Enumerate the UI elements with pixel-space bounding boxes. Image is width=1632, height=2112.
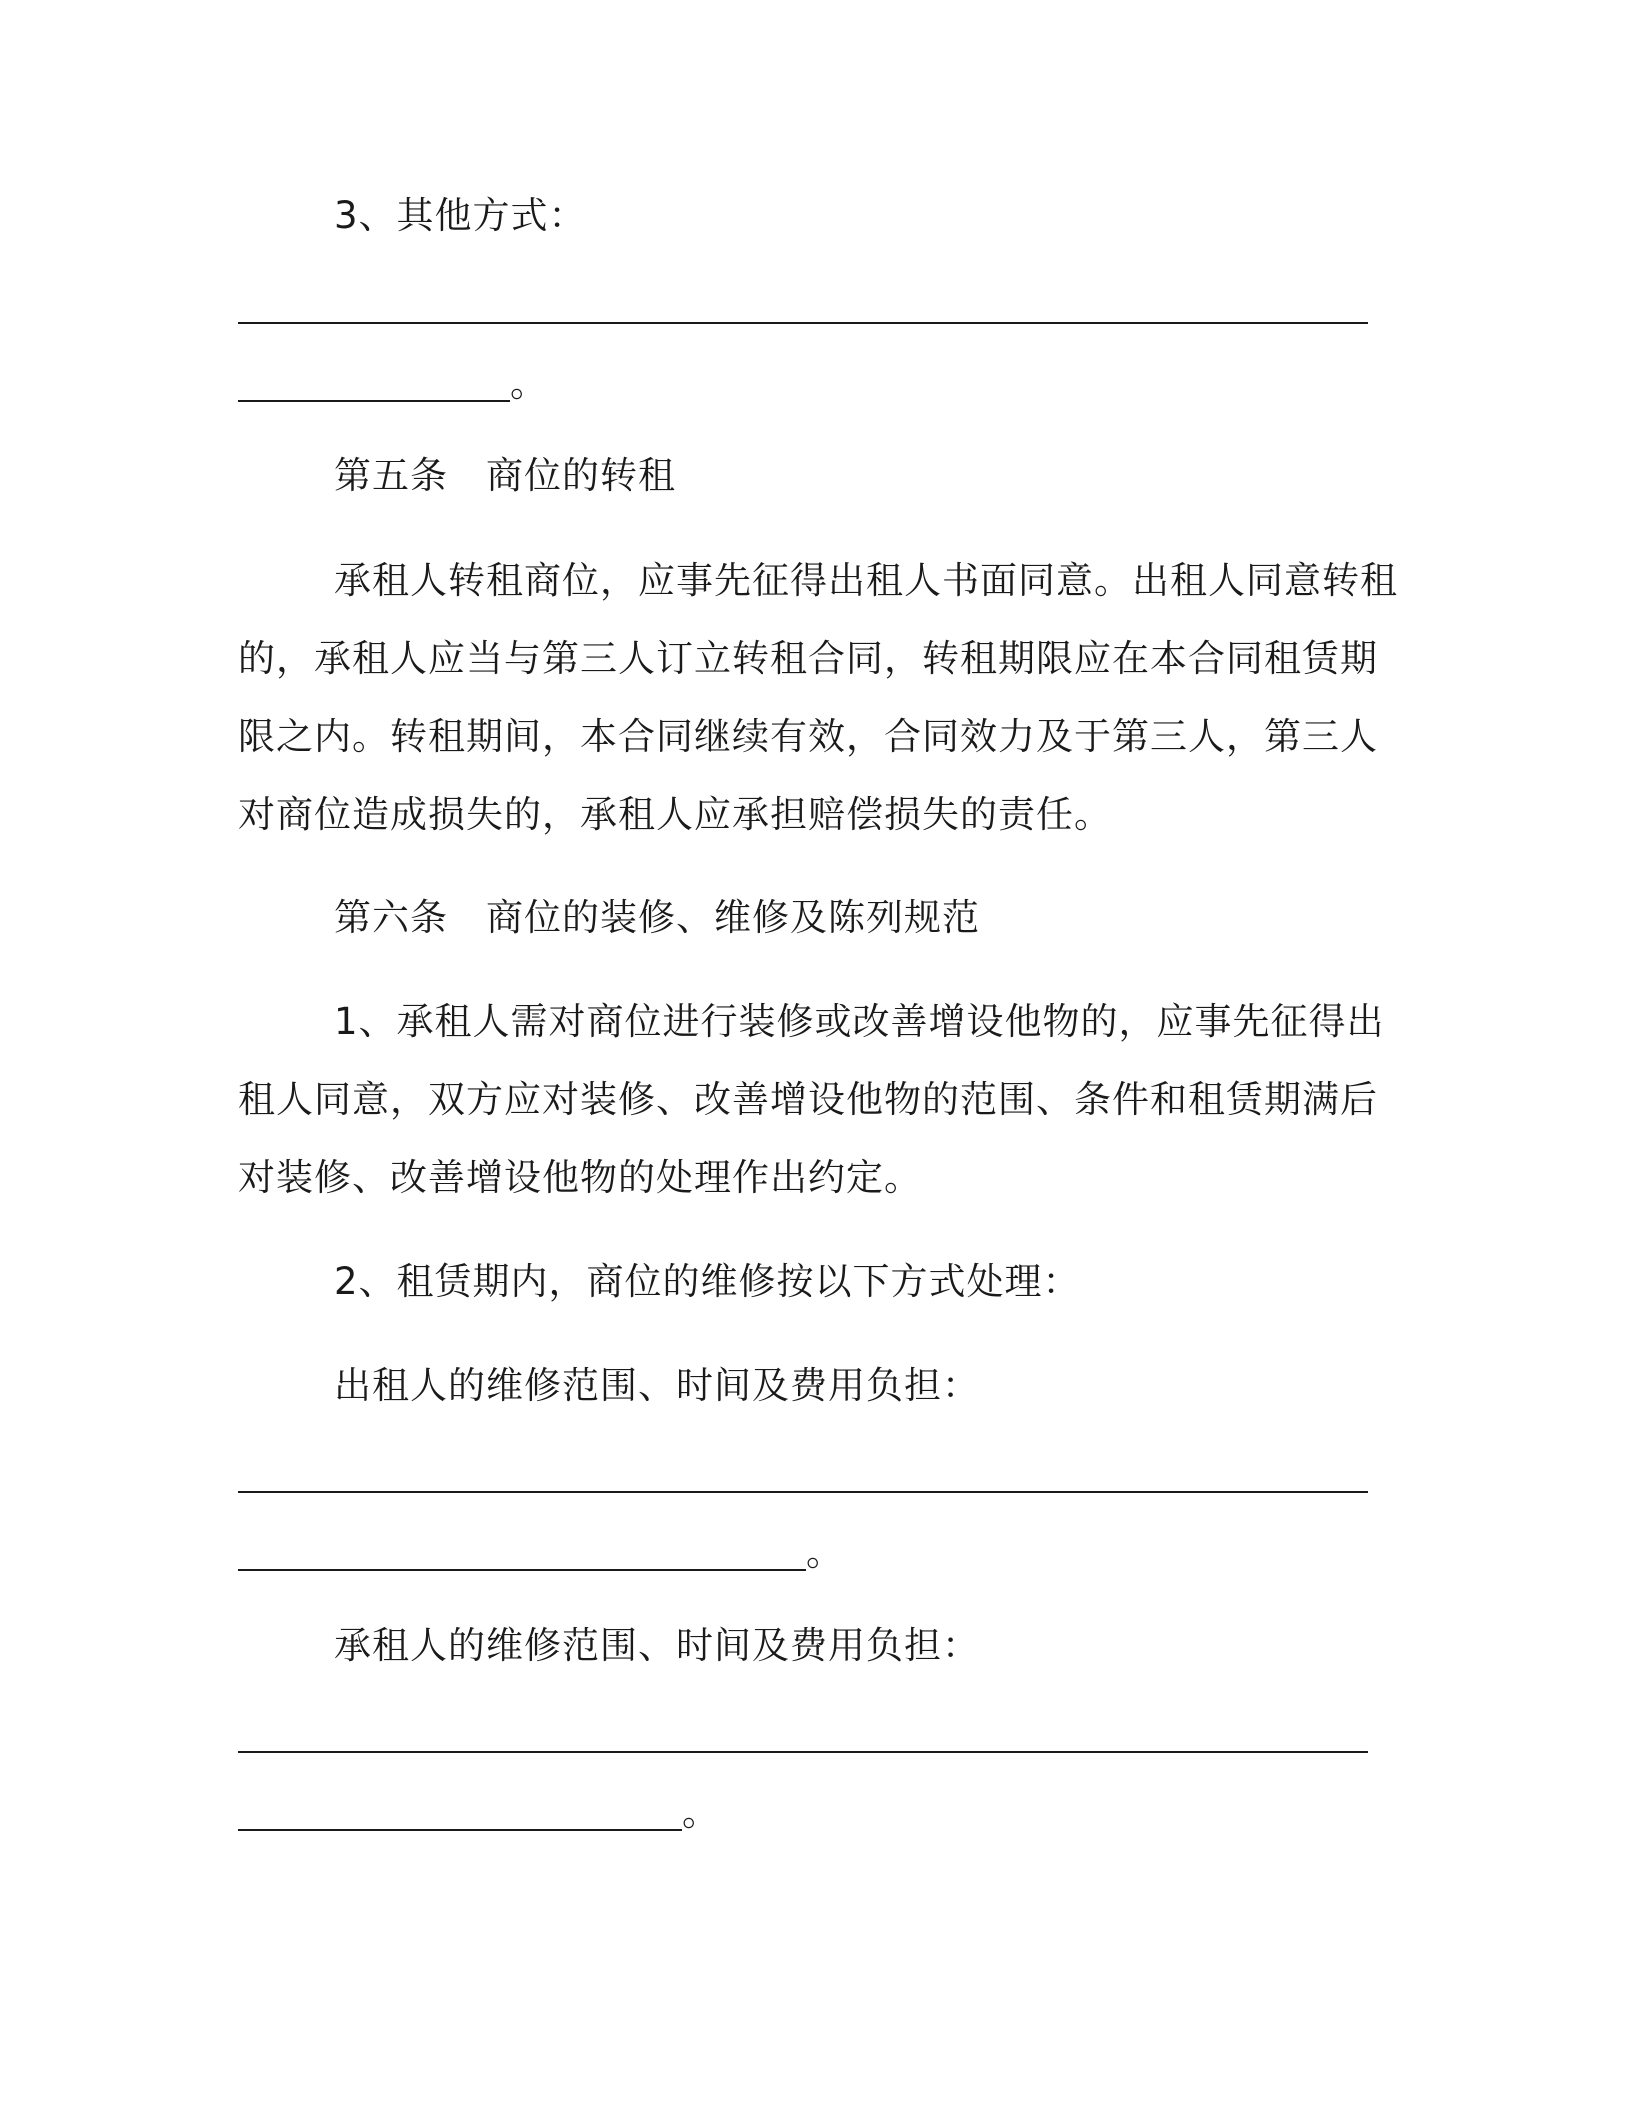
underline <box>238 1569 806 1571</box>
underline <box>238 322 1368 324</box>
paragraph-line: 的，承租人应当与第三人订立转租合同，转租期限应在本合同租赁期 <box>238 637 1378 680</box>
blank-line <box>238 1791 718 1843</box>
underline <box>238 1491 1368 1493</box>
article-6-heading: 第六条 商位的装修、维修及陈列规范 <box>334 896 980 939</box>
period-mark: 。 <box>682 1791 719 1834</box>
lessee-maintenance-label: 承租人的维修范围、时间及费用负担： <box>334 1624 980 1667</box>
blank-line <box>238 284 1378 336</box>
paragraph-line: 限之内。转租期间，本合同继续有效，合同效力及于第三人，第三人 <box>238 715 1378 758</box>
paragraph-line: 对商位造成损失的，承租人应承担赔偿损失的责任。 <box>238 793 1112 836</box>
blank-line <box>238 1713 1378 1765</box>
article-5-heading: 第五条 商位的转租 <box>334 454 676 497</box>
maintenance-clause: 2、租赁期内，商位的维修按以下方式处理： <box>334 1260 1081 1303</box>
underline <box>238 400 510 402</box>
underline <box>238 1829 682 1831</box>
period-mark: 。 <box>806 1531 843 1574</box>
paragraph-line: 1、承租人需对商位进行装修或改善增设他物的，应事先征得出 <box>334 1000 1385 1043</box>
period-mark: 。 <box>510 362 547 405</box>
blank-line <box>238 1453 1378 1505</box>
paragraph-line: 对装修、改善增设他物的处理作出约定。 <box>238 1156 922 1199</box>
lessor-maintenance-label: 出租人的维修范围、时间及费用负担： <box>334 1364 980 1407</box>
paragraph-line: 租人同意，双方应对装修、改善增设他物的范围、条件和租赁期满后 <box>238 1078 1378 1121</box>
other-method-label: 3、其他方式： <box>334 194 587 237</box>
blank-line <box>238 1531 843 1583</box>
blank-line <box>238 362 547 414</box>
underline <box>238 1751 1368 1753</box>
paragraph-line: 承租人转租商位，应事先征得出租人书面同意。出租人同意转租 <box>334 559 1398 602</box>
